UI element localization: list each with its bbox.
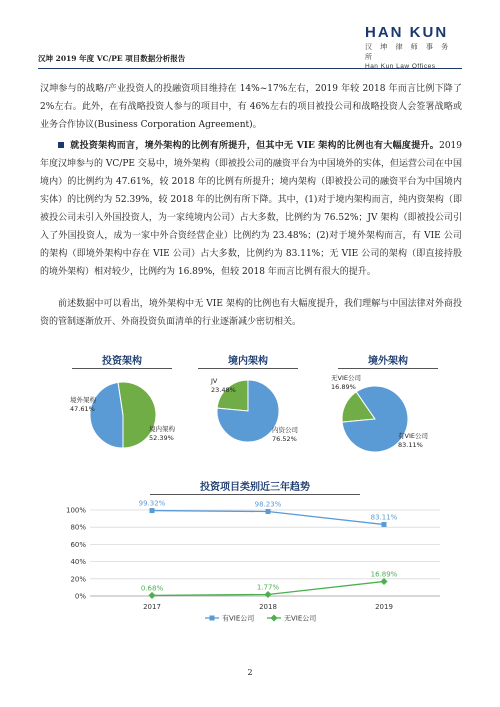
pie-title-underline	[198, 368, 298, 369]
data-label: 98.23%	[254, 500, 282, 509]
trend-title-underline	[150, 494, 360, 495]
data-label: 83.11%	[370, 513, 398, 522]
pie-chart-investment-structure	[88, 380, 158, 450]
y-tick-label: 60%	[70, 540, 86, 549]
chart-y-axis	[66, 507, 86, 601]
chart-legend	[205, 614, 316, 623]
pie-label-with-vie: 有VIE公司 83.11%	[398, 432, 428, 449]
data-point	[150, 508, 155, 513]
data-point	[266, 509, 271, 514]
report-header-title: 汉坤 2019 年度 VC/PE 项目数据分析报告	[38, 54, 186, 63]
paragraph-bold-lead: 就投资架构而言，境外架构的比例有所提升，但其中无 VIE 架构的比例也有大幅度提升。	[70, 141, 440, 151]
pie-label-onshore: 境内架构 52.39%	[149, 425, 175, 442]
y-tick-label: 20%	[70, 575, 86, 584]
chart-x-axis	[143, 603, 393, 611]
paragraph-conclusion: 前述数据中可以看出，境外架构中无 VIE 架构的比例也有大幅度提升，我们理解与中国法律对外商投资的管制逐渐放开、外商投资负面清单的行业逐渐减少密切相关。	[40, 299, 462, 327]
y-tick-label: 0%	[74, 592, 86, 601]
pie-label-jv: JV 23.48%	[211, 377, 236, 394]
legend-marker	[210, 616, 215, 621]
legend-marker	[270, 614, 277, 621]
pie-label-domestic: 内资公司 76.52%	[272, 426, 298, 443]
logo-chinese-text: 汉 坤 律 师 事 务 所	[365, 43, 452, 61]
data-label: 99.32%	[138, 500, 166, 508]
x-tick-label: 2017	[143, 603, 161, 611]
y-tick-label: 40%	[70, 558, 86, 567]
pie-title-offshore-structure: 境外架构	[368, 356, 408, 367]
hankun-logo	[365, 24, 465, 70]
data-label: 0.68%	[140, 584, 164, 593]
data-point	[148, 592, 155, 599]
y-tick-label: 80%	[70, 523, 86, 532]
header-divider	[38, 68, 462, 69]
pie-title-onshore-structure: 境内架构	[228, 356, 268, 367]
data-label: 1.77%	[256, 583, 280, 592]
trend-line-chart	[55, 500, 455, 630]
data-label: 16.89%	[370, 570, 398, 579]
data-point	[264, 591, 271, 598]
trend-chart-title: 投资项目类别近三年趋势	[200, 482, 310, 493]
logo-main-text: HAN KUN	[365, 24, 449, 41]
page-number: 2	[247, 668, 253, 677]
pie-label-offshore: 境外架构 47.61%	[70, 396, 96, 413]
data-point	[382, 522, 387, 527]
bullet-square-icon	[58, 142, 64, 148]
pie-title-investment-structure: 投资架构	[102, 356, 142, 367]
legend-label: 无VIE公司	[284, 614, 317, 623]
paragraph-body: 2019 年度汉坤参与的 VC/PE 交易中，境外架构（即被投公司的融资平台为中国境外的实体，但运营公司在中国境内）的比例约为 47.61%，较 2018 年的比例有所提升；境内架构（即被投公司的融资平台为中国境内实体）的比例约为 52.39%，较 2018 年的比例有所下降。其中，(1)对于境内架构而言，纯内资架构（即被投公司未引入外国投资人，为一家纯境内公司）占大多数，比例约为 76.52%；JV 架构（即被投公司引入了外国投资人，成为一家中外合资经营企业）比例约为 23.48%；(2)对于境外架构而言，有 VIE 公司的架构（即境外架构中存在 VIE 公司）占大多数，比例约为 83.11%；无 VIE 公司的架构（即直接持股的境外架构）相对较少，比例约为 16.89%，但较 2018 年而言比例有很大的提升。	[40, 141, 462, 277]
pie-label-no-vie: 无VIE公司 16.89%	[331, 374, 361, 391]
x-tick-label: 2019	[375, 603, 393, 611]
legend-label: 有VIE公司	[222, 614, 255, 623]
pie-title-underline	[72, 368, 172, 369]
pie-slice-offshore	[90, 382, 123, 448]
pie-title-underline	[338, 368, 438, 369]
logo-english-text: Han Kun Law Offices	[365, 63, 436, 70]
chart-series	[139, 500, 398, 599]
paragraph-investment-structure	[40, 137, 462, 281]
paragraph-strategic-investors: 汉坤参与的战略/产业投资人的投融资项目维持在 14%~17%左右，2019 年较 2018 年而言比例下降了 2%左右。此外，在有战略投资人参与的项目中，有 46%左右的项目被投公司和战略投资人会签署战略或业务合作协议(Business Corporation Agreement)。	[40, 84, 462, 130]
x-tick-label: 2018	[259, 603, 277, 611]
y-tick-label: 100%	[65, 506, 86, 515]
